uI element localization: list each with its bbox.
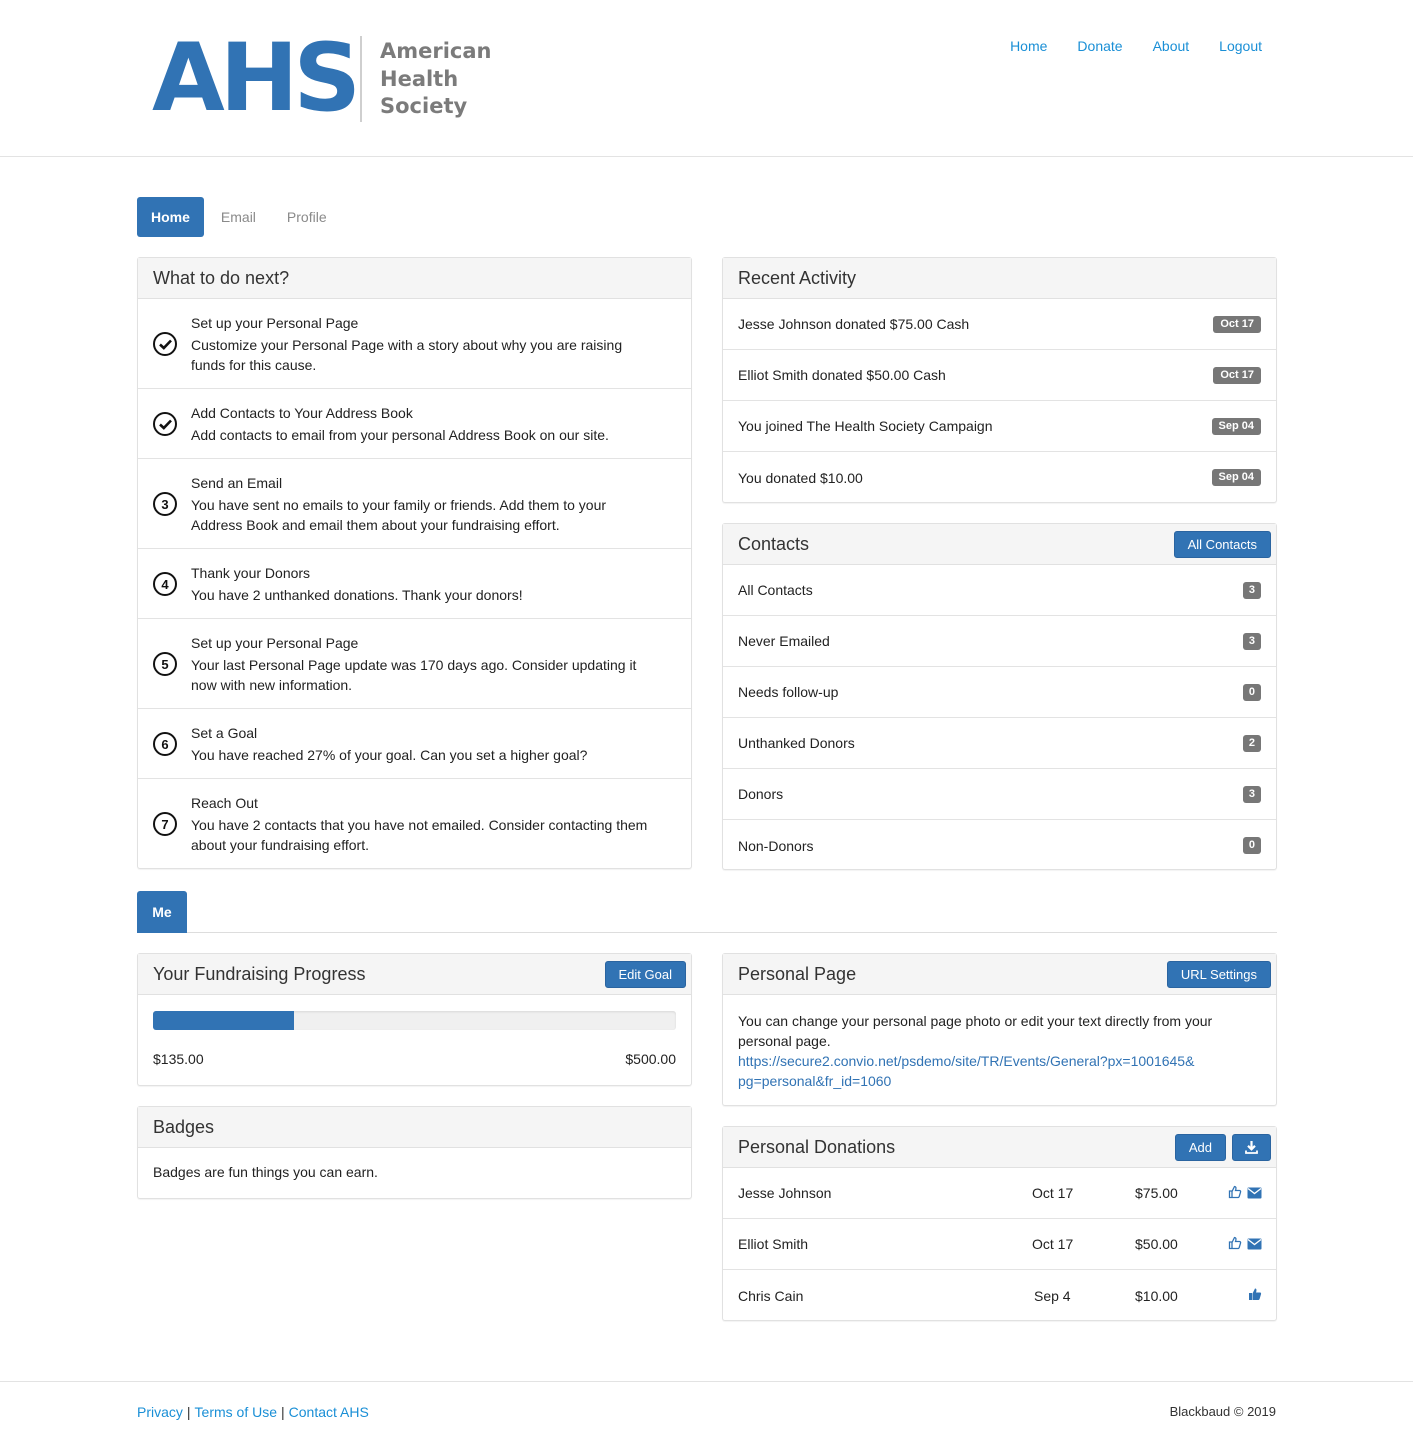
footer-separator: | [186,1404,191,1420]
panel-title: Your Fundraising Progress [153,963,366,984]
contact-group-row[interactable] [723,769,1276,820]
nav-home-link[interactable]: Home [1010,38,1048,54]
todo-title: Add Contacts to Your Address Book [191,405,413,421]
contact-group-label: Non-Donors [738,837,814,854]
personal-page-url-link[interactable] [738,1051,1226,1091]
personal-page-panel-header [723,954,1276,995]
step-number-icon: 5 [153,652,177,676]
contact-count-badge: 3 [1243,786,1261,803]
badges-panel-header [138,1107,691,1148]
tab-me[interactable]: Me [137,891,187,933]
personal-page-text: You can change your personal page photo or edit your text directly from your personal page. [738,1013,1213,1049]
donor-name: Chris Cain [738,1287,804,1304]
contact-count-badge: 0 [1243,837,1261,854]
contact-count-badge: 2 [1243,735,1261,752]
raised-amount: $135.00 [153,1051,204,1067]
personal-donations-panel [722,1126,1277,1321]
panel-title: Badges [153,1116,215,1137]
contact-group-row[interactable] [723,616,1276,667]
envelope-icon[interactable] [1247,1237,1262,1253]
add-donation-button[interactable]: Add [1175,1134,1226,1161]
donation-amount: $50.00 [1135,1236,1178,1252]
url-line: https://secure2.convio.net/psdemo/site/TR/Events/General?px=1001645& [738,1053,1195,1069]
activity-date-badge: Sep 04 [1212,418,1261,435]
logo-divider [360,36,362,122]
thumbs-up-filled-icon [1248,1287,1262,1304]
step-number-icon: 7 [153,812,177,836]
badges-panel [137,1106,692,1199]
url-settings-button[interactable]: URL Settings [1167,961,1271,988]
all-contacts-button[interactable]: All Contacts [1174,531,1271,558]
progress-bar [153,1011,676,1030]
top-nav [980,38,1262,54]
todo-text [191,403,651,445]
contact-count-badge: 3 [1243,582,1261,599]
contact-group-label: Needs follow-up [738,684,839,700]
personal-page-body [723,995,1276,1091]
todo-item[interactable] [138,619,691,709]
contact-group-row[interactable] [723,718,1276,769]
url-line: pg=personal&fr_id=1060 [738,1073,892,1089]
check-circle-icon [153,412,177,436]
contact-group-row[interactable] [723,667,1276,718]
nav-logout-link[interactable]: Logout [1219,38,1262,54]
contact-ahs-link[interactable]: Contact AHS [288,1404,369,1420]
step-number-icon: 6 [153,732,177,756]
tab-home[interactable]: Home [137,197,204,237]
activity-panel-header [723,258,1276,299]
download-icon [1245,1140,1258,1154]
step-number-icon: 3 [153,492,177,516]
progress-bar-fill [153,1011,294,1030]
activity-text: Elliot Smith donated $50.00 Cash [738,367,946,383]
contact-group-label: Donors [738,786,784,802]
logo-name-line: Health [380,66,459,91]
tab-profile[interactable]: Profile [286,209,327,225]
todo-desc: You have reached 27% of your goal. Can you set a higher goal? [191,747,588,763]
todo-text [191,473,651,535]
envelope-icon[interactable] [1247,1186,1262,1202]
recent-activity-panel [722,257,1277,503]
logo-name-line: Society [380,94,468,118]
todo-item[interactable] [138,709,691,779]
todo-item[interactable] [138,779,691,869]
personal-page-panel [722,953,1277,1106]
todo-item[interactable] [138,389,691,459]
contact-group-row[interactable] [723,820,1276,871]
panel-title: Personal Donations [738,1136,896,1157]
contact-count-badge: 3 [1243,633,1261,650]
site-footer [0,1381,1413,1431]
donation-actions [1175,1134,1271,1161]
todo-panel [137,257,692,869]
activity-row [723,401,1276,452]
activity-row [723,350,1276,401]
edit-goal-button[interactable]: Edit Goal [605,961,686,988]
todo-list [138,299,691,869]
todo-title: Set a Goal [191,725,258,741]
nav-about-link[interactable]: About [1152,38,1190,54]
logo-abbr: AHS [152,24,357,133]
ahs-logo[interactable] [152,24,492,133]
todo-text [191,633,651,695]
thumbs-up-outline-icon[interactable] [1228,1236,1242,1253]
todo-title: Thank your Donors [191,565,311,581]
badges-text: Badges are fun things you can earn. [153,1164,378,1180]
donations-panel-header [723,1127,1276,1168]
donation-row [723,1168,1276,1219]
contact-count-badge: 0 [1243,684,1261,701]
tab-email[interactable]: Email [220,209,256,225]
me-tabs [137,891,1277,933]
thumbs-up-outline-icon[interactable] [1228,1185,1242,1202]
nav-donate-link[interactable]: Donate [1077,38,1123,54]
todo-desc: Your last Personal Page update was 170 days ago. Consider updating it now with new information. [191,657,637,693]
activity-text: Jesse Johnson donated $75.00 Cash [738,316,970,332]
todo-item[interactable] [138,459,691,549]
donor-name: Jesse Johnson [738,1185,832,1201]
donation-amount: $10.00 [1135,1287,1178,1304]
privacy-link[interactable]: Privacy [137,1404,183,1420]
donation-date: Sep 4 [1034,1287,1071,1304]
logo-name [380,38,492,121]
download-button[interactable] [1232,1134,1271,1161]
donor-name: Elliot Smith [738,1236,809,1252]
activity-date-badge: Oct 17 [1213,316,1261,333]
todo-desc: Add contacts to email from your personal Address Book on our site. [191,427,609,443]
todo-title: Set up your Personal Page [191,635,359,651]
contact-group-label: All Contacts [738,582,813,598]
todo-panel-header [138,258,691,299]
copyright: Blackbaud © 2019 [1169,1404,1276,1419]
activity-date-badge: Oct 17 [1213,367,1261,384]
activity-text: You joined The Health Society Campaign [738,418,993,434]
donation-row [723,1270,1276,1321]
todo-item[interactable] [138,299,691,389]
footer-links [137,1404,369,1420]
donation-row [723,1219,1276,1270]
contact-group-row[interactable] [723,565,1276,616]
contacts-panel-header [723,524,1276,565]
contacts-panel [722,523,1277,870]
terms-of-use-link[interactable]: Terms of Use [194,1404,278,1420]
contact-group-label: Never Emailed [738,633,830,649]
todo-text [191,313,651,375]
panel-title: Personal Page [738,963,857,984]
progress-amounts [138,1051,691,1067]
donation-date: Oct 17 [1032,1236,1074,1252]
activity-row [723,452,1276,503]
logo-name-line: American [380,39,492,63]
panel-title: Contacts [738,533,810,554]
todo-item[interactable] [138,549,691,619]
progress-panel-header [138,954,691,995]
todo-desc: You have 2 unthanked donations. Thank your donors! [191,587,523,603]
todo-title: Set up your Personal Page [191,315,359,331]
main-tabs [137,197,344,237]
todo-desc: You have 2 contacts that you have not emailed. Consider contacting them about your fundraising effort. [191,817,648,853]
todo-text [191,563,651,605]
donation-date: Oct 17 [1032,1185,1074,1201]
todo-text [191,793,651,855]
activity-row [723,299,1276,350]
goal-amount: $500.00 [625,1051,676,1067]
donation-amount: $75.00 [1135,1185,1178,1201]
todo-desc: You have sent no emails to your family or friends. Add them to your Address Book and email them about your fundraising effort. [191,497,607,533]
todo-desc: Customize your Personal Page with a story about why you are raising funds for this cause. [191,337,623,373]
activity-text: You donated $10.00 [738,469,863,486]
site-header [0,0,1413,157]
contact-group-label: Unthanked Donors [738,735,855,751]
panel-title: What to do next? [153,267,290,288]
activity-date-badge: Sep 04 [1212,469,1261,486]
todo-text [191,723,651,765]
fundraising-progress-panel [137,953,692,1086]
todo-title: Send an Email [191,475,283,491]
check-circle-icon [153,332,177,356]
footer-separator: | [281,1404,285,1420]
panel-title: Recent Activity [738,267,857,288]
todo-title: Reach Out [191,795,258,811]
step-number-icon: 4 [153,572,177,596]
